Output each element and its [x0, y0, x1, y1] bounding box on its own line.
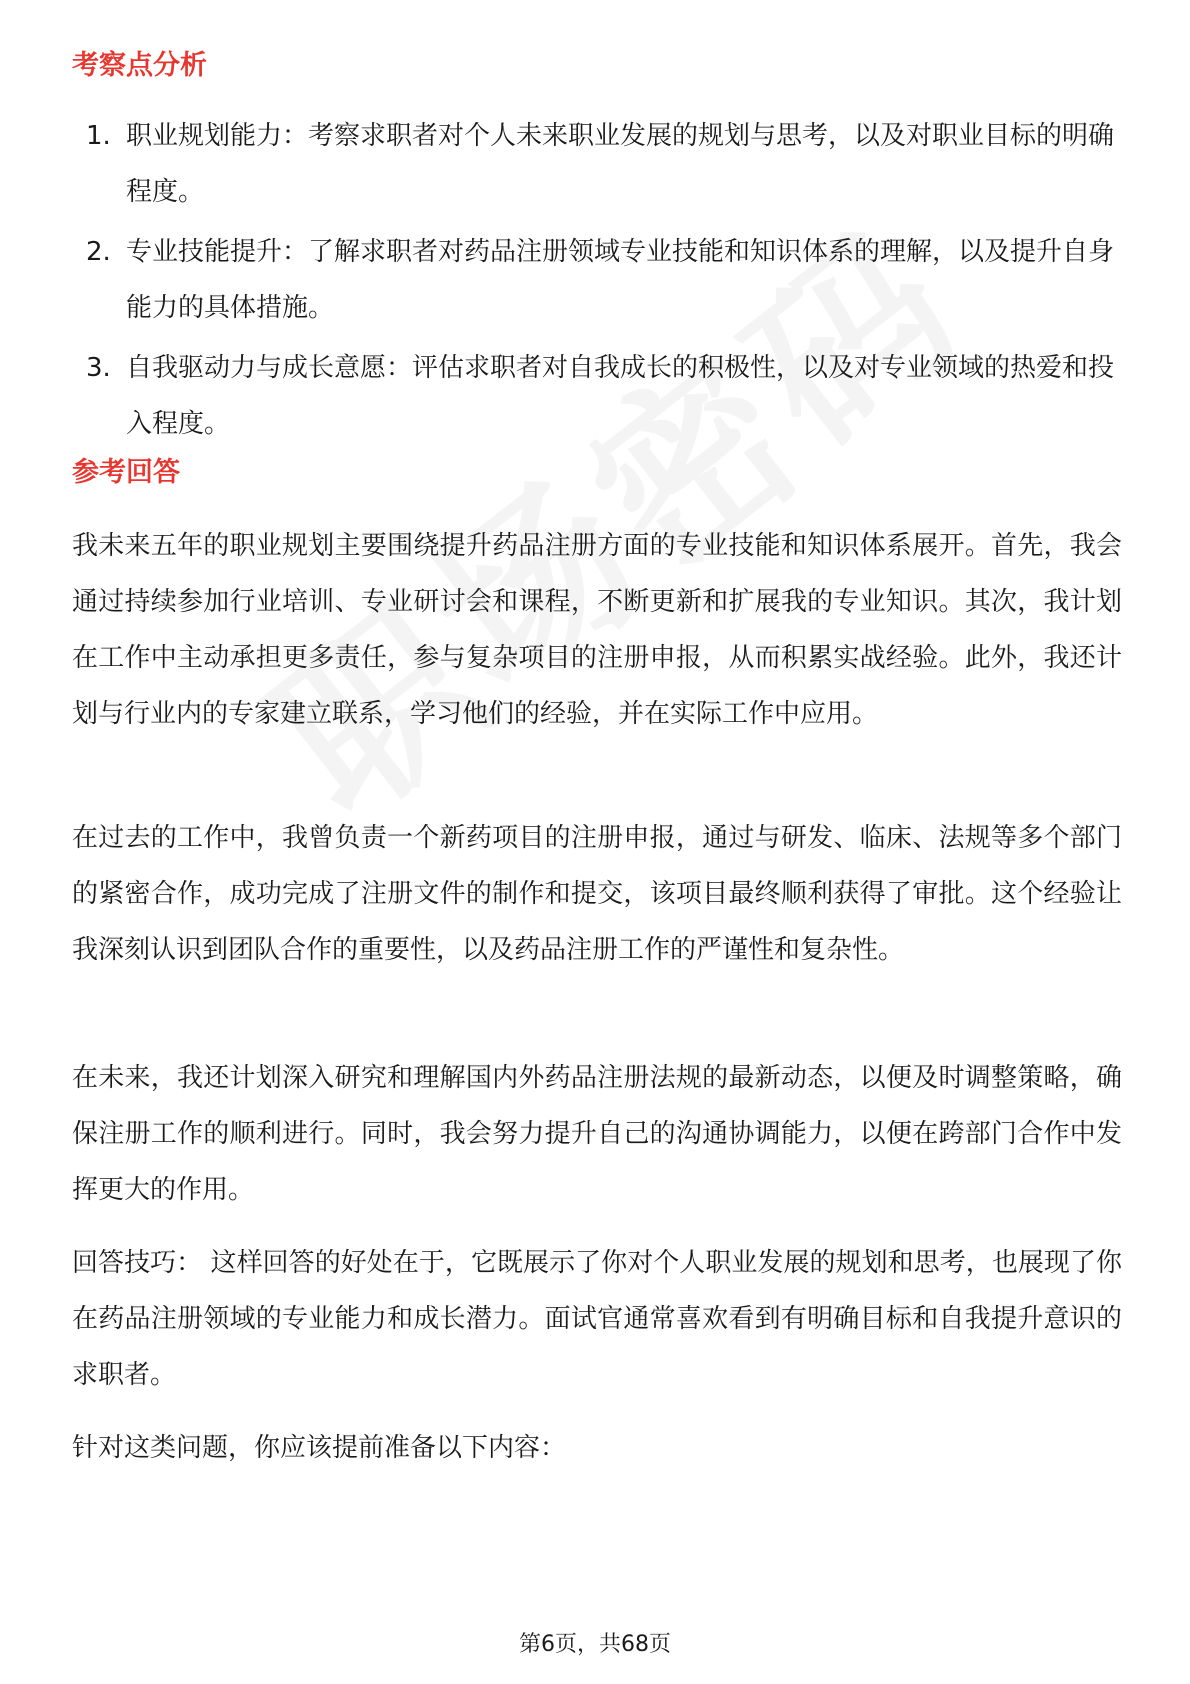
analysis-list [72, 108, 1132, 456]
answer-paragraph-1: 我未来五年的职业规划主要围绕提升药品注册方面的专业技能和知识体系展开。首先，我会通过持续参加行业培训、专业研讨会和课程，不断更新和扩展我的专业知识。其次，我计划在工作中主动承担更多责任，参与复杂项目的注册申报，从而积累实战经验。此外，我还计划与行业内的专家建立联系，学习他们的经验，并在实际工作中应用。 [72, 531, 1122, 729]
answer-heading: 参考回答 [72, 457, 180, 488]
analysis-heading: 考察点分析 [72, 50, 207, 81]
list-item [72, 224, 1132, 336]
list-item-number: 1. [86, 121, 111, 151]
list-item [72, 108, 1132, 220]
list-item [72, 340, 1132, 452]
list-item-number: 2. [86, 237, 111, 267]
page-number: 第6页，共68页 [519, 1632, 671, 1657]
preparation-intro: 针对这类问题，你应该提前准备以下内容： [72, 1433, 567, 1463]
list-item-text: 自我驱动力与成长意愿：评估求职者对自我成长的积极性，以及对专业领域的热爱和投入程度。 [126, 353, 1115, 439]
answer-tips-paragraph: 回答技巧： 这样回答的好处在于，它既展示了你对个人职业发展的规划和思考，也展现了你在药品注册领域的专业能力和成长潜力。面试官通常喜欢看到有明确目标和自我提升意识的求职者。 [72, 1248, 1122, 1390]
list-item-text: 专业技能提升：了解求职者对药品注册领域专业技能和知识体系的理解，以及提升自身能力的具体措施。 [126, 237, 1115, 323]
list-item-text: 职业规划能力：考察求职者对个人未来职业发展的规划与思考，以及对职业目标的明确程度。 [126, 121, 1115, 207]
list-item-number: 3. [86, 353, 111, 383]
answer-paragraph-3: 在未来，我还计划深入研究和理解国内外药品注册法规的最新动态，以便及时调整策略，确保注册工作的顺利进行。同时，我会努力提升自己的沟通协调能力，以便在跨部门合作中发挥更大的作用。 [72, 1063, 1122, 1205]
answer-paragraph-2: 在过去的工作中，我曾负责一个新药项目的注册申报，通过与研发、临床、法规等多个部门的紧密合作，成功完成了注册文件的制作和提交，该项目最终顺利获得了审批。这个经验让我深刻认识到团队合作的重要性，以及药品注册工作的严谨性和复杂性。 [72, 823, 1122, 965]
